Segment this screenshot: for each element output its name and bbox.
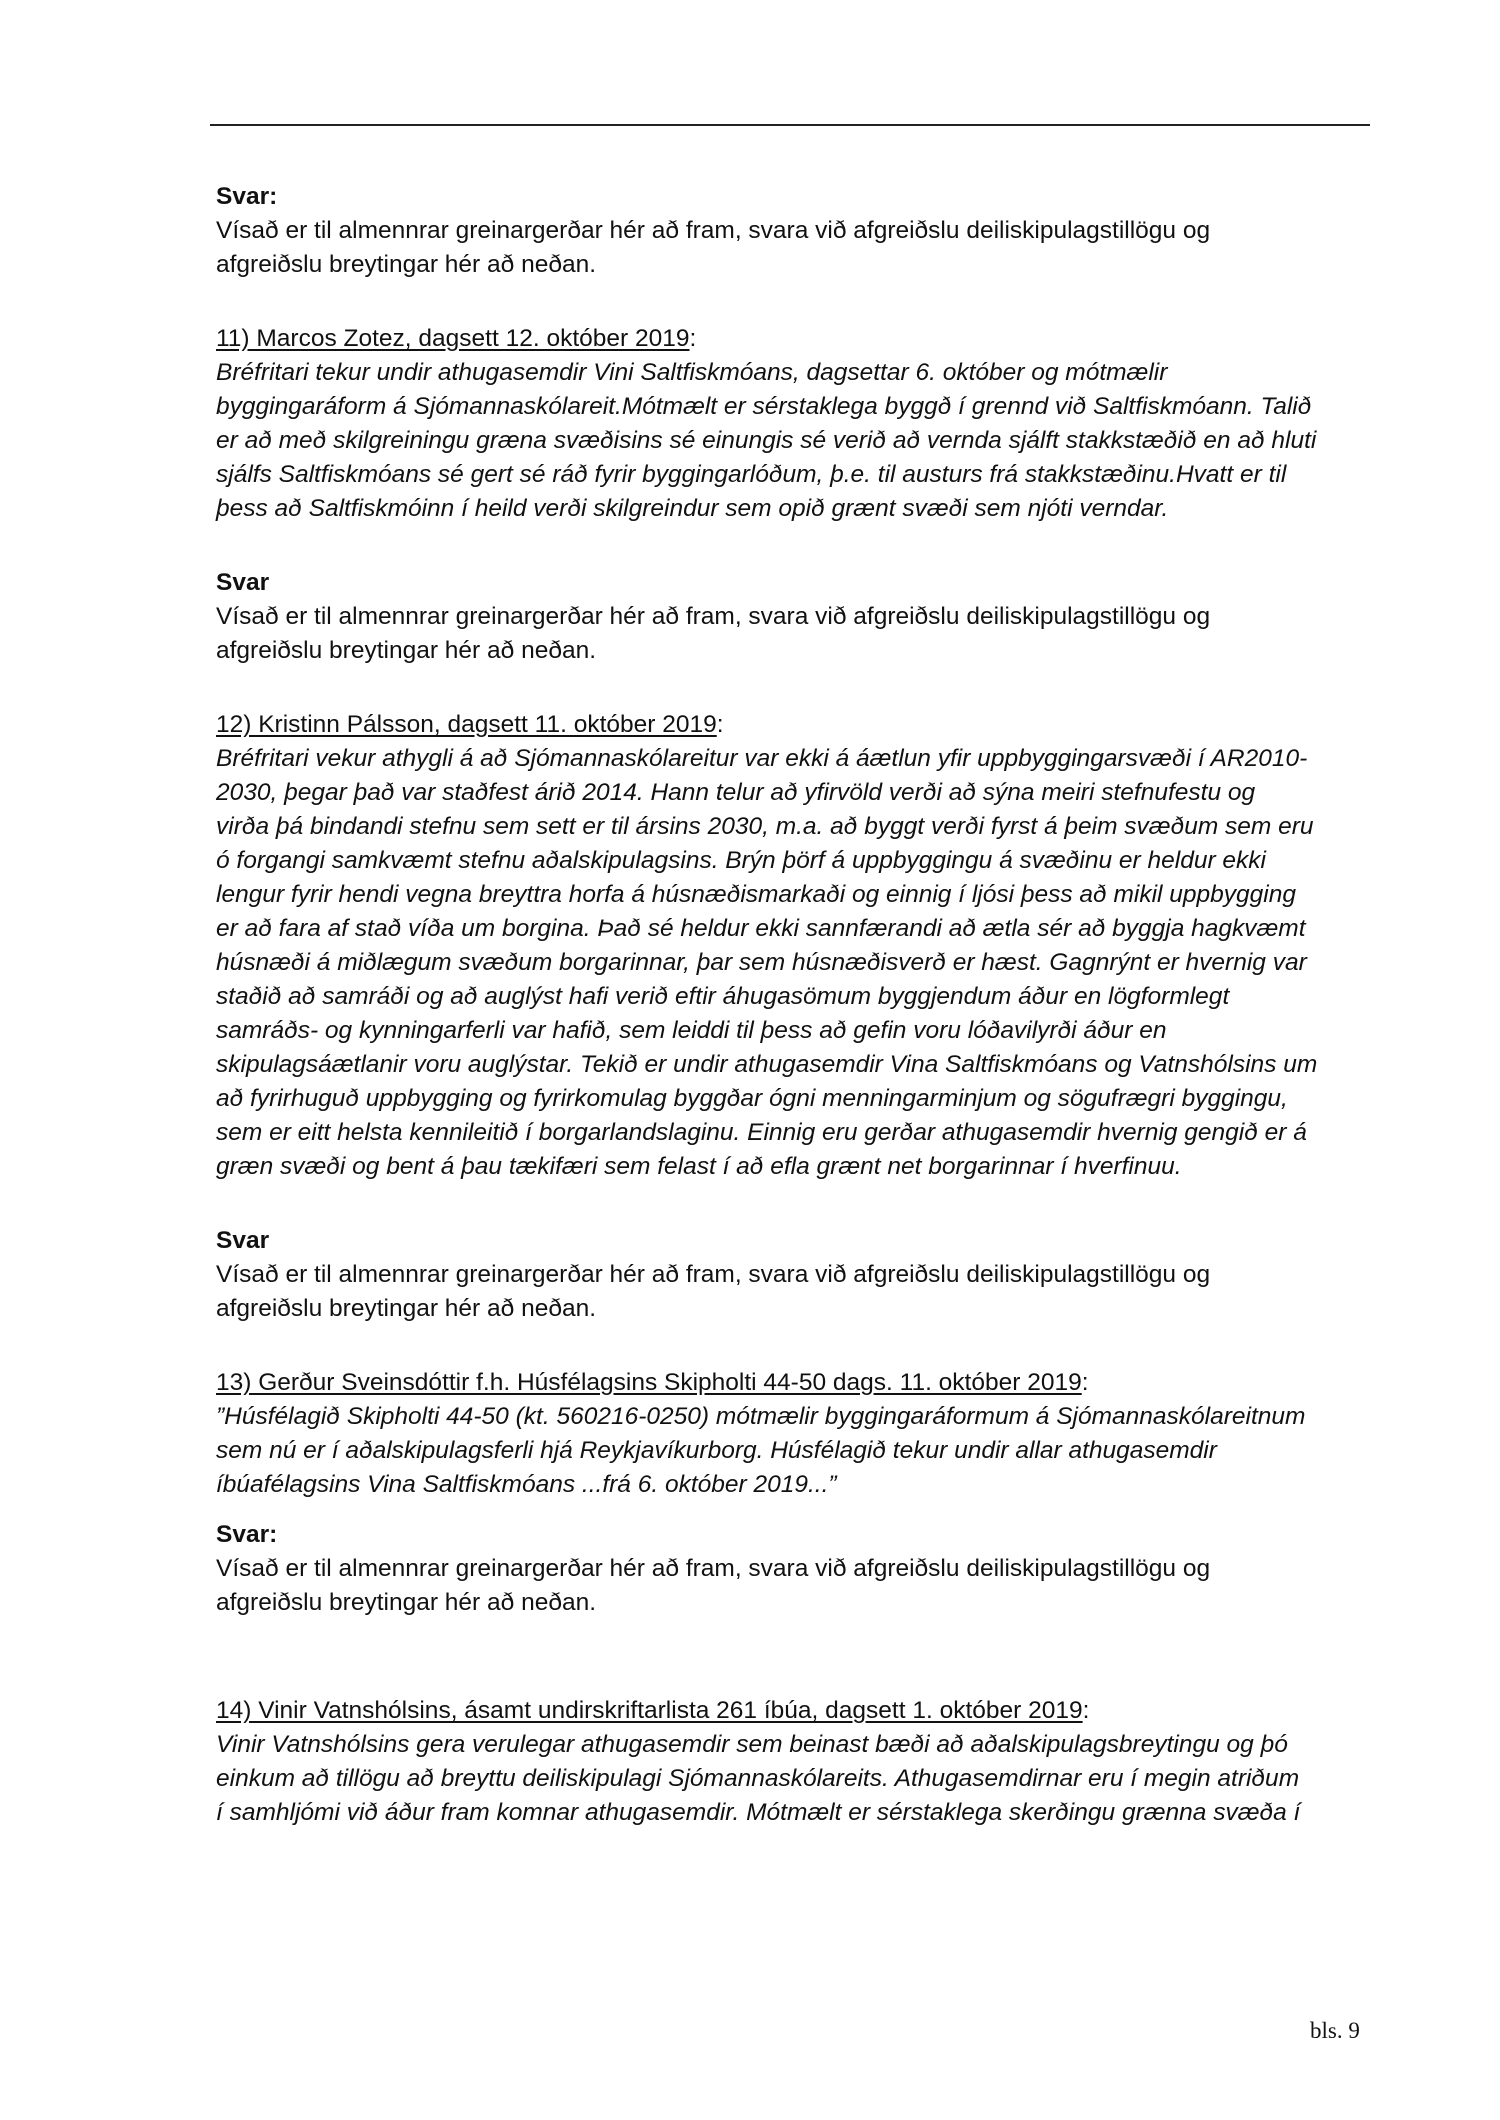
comment-line: í samhljómi við áður fram komnar athugasemdir. Mótmælt er sérstaklega skerðingu grænna svæða í — [216, 1799, 1301, 1826]
answer-line: Vísað er til almennrar greinargerðar hér að fram, svara við afgreiðslu deiliskipulagstillögu og — [216, 1261, 1211, 1288]
comment-line: einkum að tillögu að breyttu deiliskipulagi Sjómannaskólareits. Athugasemdirnar eru í megin atriðum — [216, 1765, 1300, 1792]
comment-line: er að fara af stað víða um borgina. Það sé heldur ekki sannfærandi að ætla sér að byggja hagkvæmt — [216, 915, 1306, 942]
comment-line: að fyrirhuguð uppbygging og fyrirkomulag byggðar ógni menningarminjum og sögufrægri byggingu, — [216, 1085, 1288, 1112]
comment-line: sem nú er í aðalskipulagsferli hjá Reykjavíkurborg. Húsfélagið tekur undir allar athugasemdir — [216, 1437, 1217, 1464]
comment-line: þess að Saltfiskmóinn í heild verði skilgreindur sem opið grænt svæði sem njóti verndar. — [216, 495, 1169, 522]
heading-colon: : — [1081, 1369, 1089, 1396]
answer-line: afgreiðslu breytingar hér að neðan. — [216, 251, 597, 278]
answer-line: afgreiðslu breytingar hér að neðan. — [216, 1589, 597, 1616]
comment-line: Bréfritari vekur athygli á að Sjómannaskólareitur var ekki á áætlun yfir uppbyggingarsvæði í AR2010- — [216, 745, 1308, 772]
comment-line: sjálfs Saltfiskmóans sé gert sé ráð fyrir byggingarlóðum, þ.e. til austurs frá stakkstæðinu.Hvatt er til — [216, 461, 1287, 488]
comment-line: íbúafélagsins Vina Saltfiskmóans ...frá 6. október 2019...” — [216, 1471, 837, 1498]
page-number: bls. 9 — [1310, 2018, 1360, 2043]
comment-line: græn svæði og bent á þau tækifæri sem felast í að efla grænt net borgarinnar í hverfinuu. — [216, 1153, 1182, 1180]
heading-colon: : — [689, 325, 697, 352]
svar-label: Svar: — [216, 183, 278, 210]
answer-line: Vísað er til almennrar greinargerðar hér að fram, svara við afgreiðslu deiliskipulagstillögu og — [216, 603, 1211, 630]
answer-line: Vísað er til almennrar greinargerðar hér að fram, svara við afgreiðslu deiliskipulagstillögu og — [216, 217, 1211, 244]
comment-line: virða þá bindandi stefnu sem sett er til ársins 2030, m.a. að byggt verði fyrst á þeim svæðum sem eru — [216, 813, 1314, 840]
comment-line: Vinir Vatnshólsins gera verulegar athugasemdir sem beinast bæði að aðalskipulagsbreytingu og þó — [216, 1731, 1288, 1758]
header-rule — [210, 124, 1370, 126]
page-content — [216, 180, 1376, 1830]
answer-line: Vísað er til almennrar greinargerðar hér að fram, svara við afgreiðslu deiliskipulagstillögu og — [216, 1555, 1211, 1582]
heading-colon: : — [1082, 1697, 1090, 1724]
comment-line: sem er eitt helsta kennileitið í borgarlandslaginu. Einnig eru gerðar athugasemdir hvernig gengið er á — [216, 1119, 1307, 1146]
svar-label: Svar: — [216, 1521, 278, 1548]
comment-line: byggingaráform á Sjómannaskólareit.Mótmælt er sérstaklega byggð í grennd við Saltfiskmóann. Talið — [216, 393, 1312, 420]
item-heading-text: 14) Vinir Vatnshólsins, ásamt undirskriftarlista 261 íbúa, dagsett 1. október 2019 — [216, 1697, 1083, 1724]
item-heading-11 — [216, 322, 1376, 356]
comment-line: Bréfritari tekur undir athugasemdir Vini Saltfiskmóans, dagsettar 6. október og mótmælir — [216, 359, 1168, 386]
item-heading-14 — [216, 1694, 1376, 1728]
comment-line: ó forgangi samkvæmt stefnu aðalskipulagsins. Brýn þörf á uppbyggingu á svæðinu er heldur ekki — [216, 847, 1266, 874]
svar-label: Svar — [216, 569, 270, 596]
comment-line: lengur fyrir hendi vegna breyttra horfa á húsnæðismarkaði og einnig í ljósi þess að mikil uppbygging — [216, 881, 1296, 908]
comment-line: staðið að samráði og að auglýst hafi verið eftir áhugasömum byggjendum áður en lögformlegt — [216, 983, 1230, 1010]
item-heading-text: 11) Marcos Zotez, dagsett 12. október 2019 — [216, 325, 690, 352]
comment-line: húsnæði á miðlægum svæðum borgarinnar, þar sem húsnæðisverð er hæst. Gagnrýnt er hvernig var — [216, 949, 1307, 976]
answer-line: afgreiðslu breytingar hér að neðan. — [216, 1295, 597, 1322]
comment-line: 2030, þegar það var staðfest árið 2014. Hann telur að yfirvöld verði að sýna meiri stefnufestu og — [216, 779, 1256, 806]
answer-line: afgreiðslu breytingar hér að neðan. — [216, 637, 597, 664]
comment-line: samráðs- og kynningarferli var hafið, sem leiddi til þess að gefin voru lóðavilyrði áður en — [216, 1017, 1167, 1044]
comment-line: ”Húsfélagið Skipholti 44-50 (kt. 560216-0250) mótmælir byggingaráformum á Sjómannaskólareitnum — [216, 1403, 1306, 1430]
svar-label: Svar — [216, 1227, 270, 1254]
item-heading-13 — [216, 1366, 1376, 1400]
item-heading-text: 12) Kristinn Pálsson, dagsett 11. október 2019 — [216, 711, 717, 738]
comment-line: skipulagsáætlanir voru auglýstar. Tekið er undir athugasemdir Vina Saltfiskmóans og Vatnshólsins um — [216, 1051, 1318, 1078]
item-heading-text: 13) Gerður Sveinsdóttir f.h. Húsfélagsins Skipholti 44-50 dags. 11. október 2019 — [216, 1369, 1082, 1396]
heading-colon: : — [716, 711, 724, 738]
item-heading-12 — [216, 708, 1376, 742]
comment-line: er að með skilgreiningu græna svæðisins sé einungis sé verið að vernda sjálft stakkstæðið en að hluti — [216, 427, 1317, 454]
